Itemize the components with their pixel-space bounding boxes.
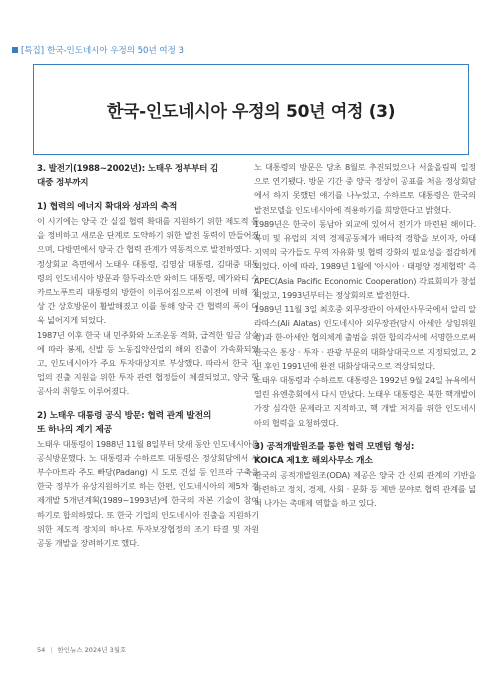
divider: | — [50, 645, 53, 654]
subheading-1: 1) 협력의 에너지 확대와 성과의 축적 — [37, 202, 178, 212]
left-column — [37, 162, 259, 550]
subheading-2: 2) 노태우 대통령 공식 방문: 협력 관계 발전의 — [37, 410, 212, 421]
section-heading: 3. 발전기(1988~2002년): 노태우 정부부터 김 — [37, 164, 219, 174]
page-number: 54 — [37, 645, 46, 654]
paragraph: 한국의 공적개발원조(ODA) 제공은 양국 간 신뢰 관계의 기반을 마련하고 정치, 경제, 사회 · 문화 등 제반 분야로 협력 관계를 넓혀 나가는 촉매제 역할을 하고 있다. — [254, 469, 476, 509]
subheading-2-cont: 또 하나의 계기 제공 — [37, 424, 112, 435]
subheading-3-cont: KOICA 제1호 해외사무소 개소 — [254, 455, 373, 466]
square-bullet-icon — [12, 47, 18, 53]
paragraph: 노 대통령의 방문은 당초 8월로 추진되었으나 서울올림픽 일정으로 연기됐다. 방문 기간 중 양국 정상이 공표를 처음 정상회담에서 하지 못했던 얘기를 나누었고, 수하르토 대통령은 한국의 발전모델을 인도네시아에 적용하기를 희망한다고 밝혔다. — [254, 162, 476, 215]
paragraph: 1987년 이후 한국 내 민주화와 노조운동 격화, 급격한 임금 상승에 따라 봉제, 신발 등 노동집약산업의 해외 진출이 가속화되었고, 인도네시아가 주요 투자대상지로 부상했다. 따라서 한국 기업의 진출 지원을 위한 투자 관련 협정들이 체결되었고, 양국 항공사의 취항도 이루어졌다. — [37, 329, 259, 397]
paragraph: 1989년은 한국이 동남아 외교에 있어서 전기가 마련된 해이다. 북미 및 유럽의 지역 경제공동체가 배타적 경향을 보이자, 아태지역의 국가들도 무역 자유화 및 협력 강화의 필요성을 절감하게 되었다. 이에 따라, 1989년 1월에 '아시아 · 태평양 경제협력' 즉 APEC(Asia Pacific Economic Cooperation) 각료회의가 창설되었고, 1993년부터는 정상회의로 발전한다. — [254, 218, 476, 300]
paragraph: 이 시기에는 양국 간 실질 협력 확대를 지원하기 위한 제도적 틀을 정비하고 새로운 단계로 도약하기 위한 발전 동력이 만들어졌으며, 다방면에서 양국 간 협력 관계가 역동적으로 발전하였다. — [37, 216, 259, 255]
paragraph: 노태우 대통령이 1988년 11월 8일부터 닷새 동안 인도네시아를 공식방문했다. 노 대통령과 수하르토 대통령은 정상회담에서 서부수마트라 주도 빠당(Padang) 시 도로 건설 등 인프라 구축을 한국 정부가 유상지원하기로 하는 한편, 인도네시아의 제5차 경제개발 5개년계획(1989~1993년)에 한국의 자본 기술이 참여하기로 합의하였다. 또 한국 기업의 인도네시아 진출을 지원하기 위한 제도적 장치의 하나로 투자보장협정의 조기 타결 및 자원 공동 개발을 장려하기로 했다. — [37, 438, 259, 549]
right-column — [254, 160, 476, 510]
article-title: 한국-인도네시아 우정의 50년 여정 (3) — [106, 102, 396, 122]
section-heading-cont: 대중 정부까지 — [37, 178, 89, 188]
paragraph: 1989년 11월 3일 최호중 외무장관이 아세안사무국에서 알리 알라따스(Ali Alatas) 인도네시아 외무장관(당시 아세안 상임위원장)과 한-아세안 협의체계 출범을 위한 합의각서에 서명한으로써 한국은 통상 · 투자 · 관광 부문의 대화상대국으로 지정되었고, 2년 후인 1991년에 완전 대화상대국으로 격상되었다. — [254, 304, 476, 371]
series-title: 한국-인도네시아 우정의 50년 여정 3 — [47, 46, 184, 56]
page-footer — [37, 645, 126, 654]
subheading-3: 3) 공적개발원조를 통한 협력 모멘텀 형성: — [254, 441, 415, 452]
category-label: [특집] — [21, 46, 45, 56]
section-header — [12, 44, 184, 56]
title-box — [33, 64, 469, 155]
publication-name: 한인뉴스 2024년 3월호 — [57, 646, 127, 654]
paragraph: 노태우 대통령과 수하르토 대통령은 1992년 9월 24일 뉴욕에서 열린 유엔총회에서 다시 만났다. 노태우 대통령은 북한 핵개발이 가장 심각한 문제라고 지적하고, 핵 개발 저지를 위한 인도네시아의 협력을 요청하였다. — [254, 375, 476, 428]
paragraph: 정상회교 측면에서 노태우 대통령, 김영삼 대통령, 김대중 대통령의 인도네시아 방문과 함두라소만 와히드 대통령, 메가와티 수카르노푸트리 대통령의 방한이 이루어짐으로써 이전에 비해 정상 간 상호방문이 활발해졌고 이를 통해 양국 간 협력의 폭이 더욱 넓어지게 되었다. — [37, 258, 259, 326]
